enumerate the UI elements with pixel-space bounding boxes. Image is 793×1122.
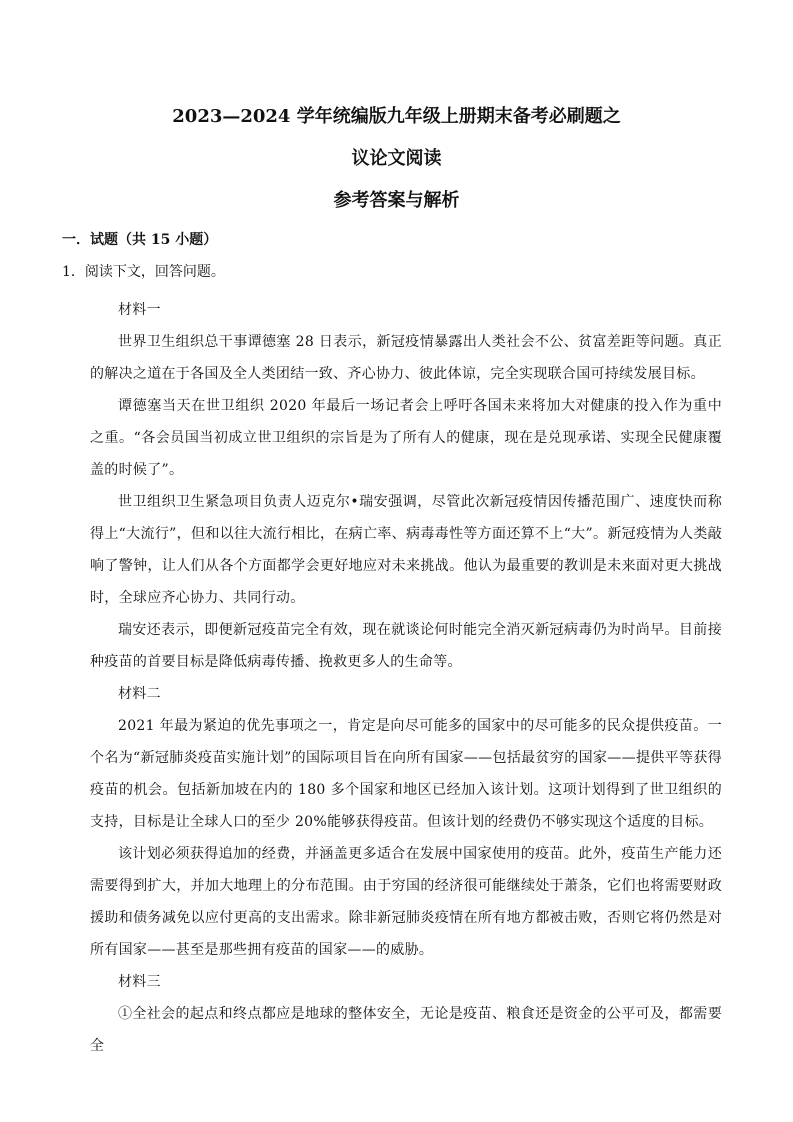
- paragraph: 世卫组织卫生紧急项目负责人迈克尔•瑞安强调，尽管此次新冠疫情因传播范围广、速度快而称得上“大流行”，但和以往大流行相比，在病亡率、病毒毒性等方面还算不上“大”。新冠疫情为人类敲响了警钟，让人们从各个方面都学会更好地应对未来挑战。他认为最重要的教训是未来面对更大挑战时，全球应齐心协力、共同行动。: [90, 494, 722, 606]
- paragraph: 2021 年最为紧迫的优先事项之一，肯定是向尽可能多的国家中的尽可能多的民众提供疫苗。一个名为“新冠肺炎疫苗实施计划”的国际项目旨在向所有国家——包括最贫穷的国家——提供平等获得疫苗的机会。包括新加坡在内的 180 多个国家和地区已经加入该计划。这项计划得到了世卫组织的支持，目标是让全球人口的至少 20%能够获得疫苗。但该计划的经费仍不够实现这个适度的目标。: [90, 718, 722, 830]
- reading-passage: [90, 294, 722, 1062]
- paragraph: 世界卫生组织总干事谭德塞 28 日表示，新冠疫情暴露出人类社会不公、贫富差距等问题。真正的解决之道在于各国及全人类团结一致、齐心协力、彼此体谅，完全实现联合国可持续发展目标。: [90, 334, 722, 382]
- document-answer-heading: 参考答案与解析: [333, 190, 460, 211]
- material-label: 材料三: [118, 974, 161, 990]
- material-label: 材料一: [118, 302, 161, 318]
- paragraph: ①全社会的起点和终点都应是地球的整体安全，无论是疫苗、粮食还是资金的公平可及，都需要全: [90, 1006, 722, 1054]
- document-title: 2023—2024 学年统编版九年级上册期末备考必刷题之: [172, 106, 621, 127]
- question-intro: 1．阅读下文，回答问题。: [62, 264, 225, 280]
- paragraph: 谭德塞当天在世卫组织 2020 年最后一场记者会上呼吁各国未来将加大对健康的投入作为重中之重。“各会员国当初成立世卫组织的宗旨是为了所有人的健康，现在是兑现承诺、实现全民健康覆盖的时候了”。: [90, 398, 722, 478]
- document-subtitle: 议论文阅读: [351, 148, 442, 169]
- paragraph: 该计划必须获得追加的经费，并涵盖更多适合在发展中国家使用的疫苗。此外，疫苗生产能力还需要得到扩大，并加大地理上的分布范围。由于穷国的经济很可能继续处于萧条，它们也将需要财政援助和债务减免以应付更高的支出需求。除非新冠肺炎疫情在所有地方都被击败，否则它将仍然是对所有国家——甚至是那些拥有疫苗的国家——的威胁。: [90, 846, 722, 958]
- section-heading: 一．试题（共 15 小题）: [62, 232, 218, 248]
- material-label: 材料二: [118, 686, 161, 702]
- paragraph: 瑞安还表示，即便新冠疫苗完全有效，现在就谈论何时能完全消灭新冠病毒仍为时尚早。目前接种疫苗的首要目标是降低病毒传播、挽救更多人的生命等。: [90, 622, 722, 670]
